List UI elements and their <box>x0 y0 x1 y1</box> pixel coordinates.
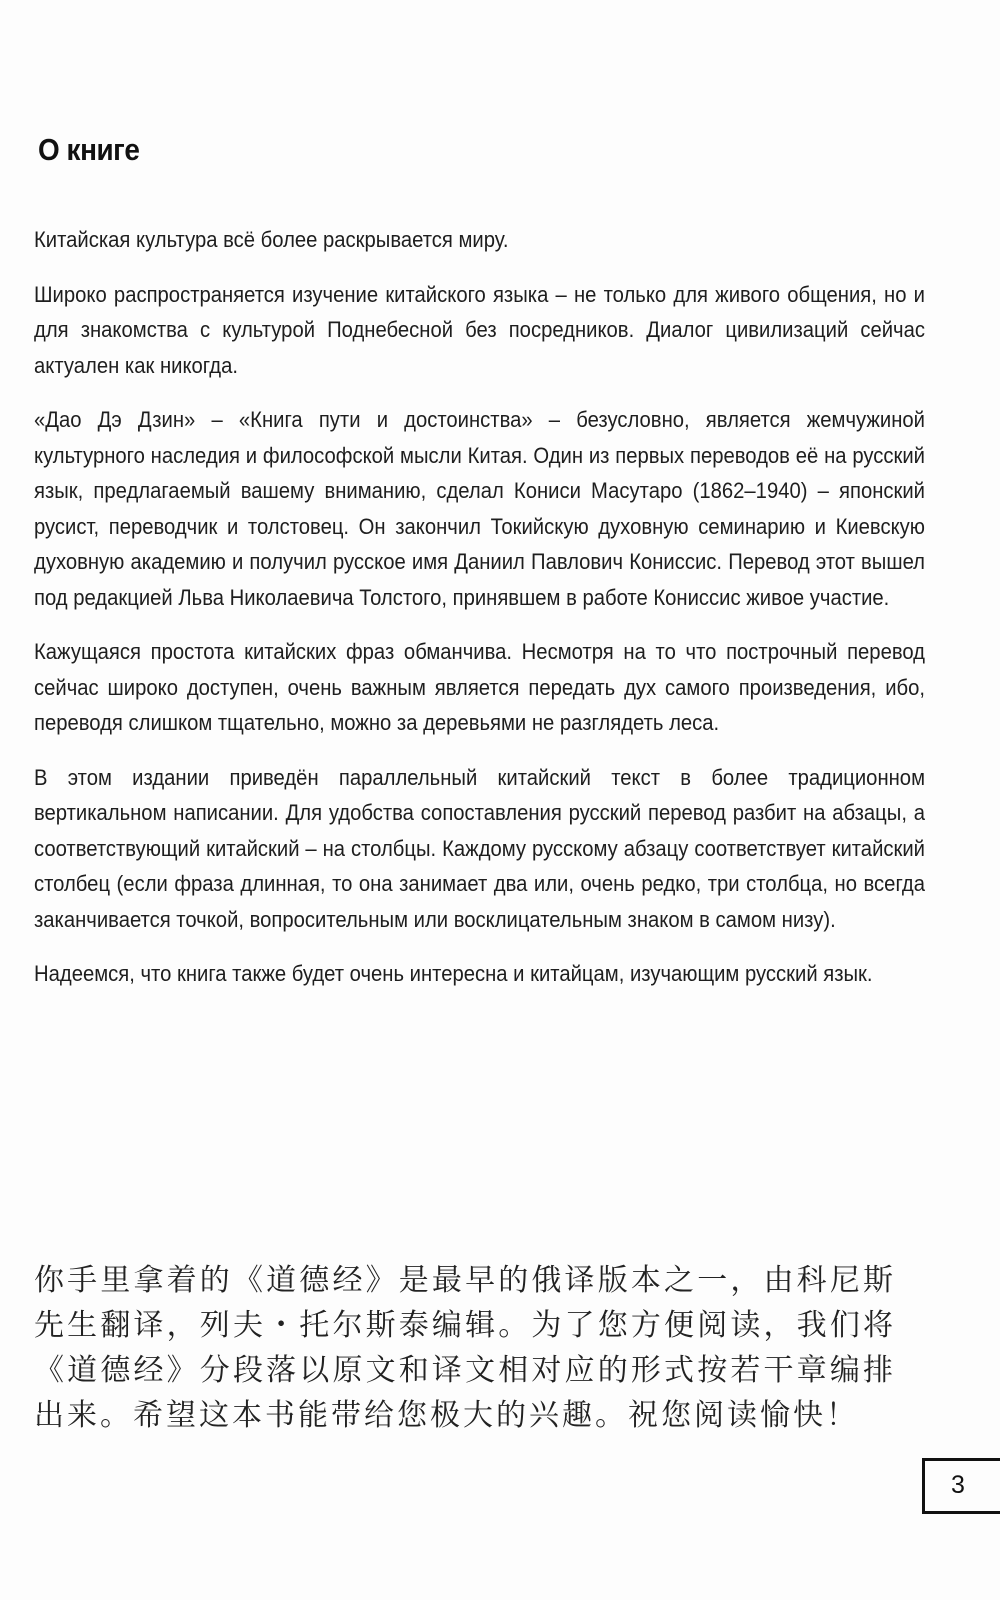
page-number-box <box>922 1458 1000 1514</box>
chinese-paragraph: 你手里拿着的《道德经》是最早的俄译版本之一，由科尼斯先生翻译，列夫・托尔斯泰编辑。为了您方便阅读，我们将《道德经》分段落以原文和译文相对应的形式按若干章编排出来。希望这本书能带给您极大的兴趣。祝您阅读愉快！ <box>34 1263 896 1433</box>
page-number: 3 <box>951 1471 965 1499</box>
paragraph-6: Надеемся, что книга также будет очень интересна и китайцам, изучающим русский язык. <box>34 961 873 986</box>
paragraph-3: «Дао Дэ Дзин» – «Книга пути и достоинства» – безусловно, является жемчужиной культурного наследия и философской мысли Китая. Один из первых переводов её на русский язык, предлагаемый вашему вниманию, сделал Кониси Масутаро (1862–1940) – японский русист, переводчик и толстовец. Он закончил Токийскую духовную семинарию и Киевскую духовную академию и получил русское имя Даниил Павлович Кониссис. Перевод этот вышел под редакцией Льва Николаевича Толстого, принявшем в работе Кониссис живое участие. <box>34 407 925 610</box>
page-title: О книге <box>38 132 140 167</box>
russian-text-block <box>34 222 925 1011</box>
paragraph-5: В этом издании приведён параллельный китайский текст в более традиционном вертикальном написании. Для удобства сопоставления русский перевод разбит на абзацы, а соответствующий китайский – на столбцы. Каждому русскому абзацу соответствует китайский столбец (если фраза длинная, то она занимает два или, очень редко, три столбца, но всегда заканчивается точкой, вопросительным или восклицательным знаком в самом низу). <box>34 764 925 932</box>
paragraph-4: Кажущаяся простота китайских фраз обманчива. Несмотря на то что построчный перевод сейчас широко доступен, очень важным является передать дух самого произведения, ибо, переводя слишком тщательно, можно за деревьями не разглядеть леса. <box>34 639 925 735</box>
paragraph-2: Широко распространяется изучение китайского языка – не только для живого общения, но и для знакомства с культурой Поднебесной без посредников. Диалог цивилизаций сейчас актуален как никогда. <box>34 281 925 378</box>
paragraph-1: Китайская культура всё более раскрывается миру. <box>34 227 509 252</box>
